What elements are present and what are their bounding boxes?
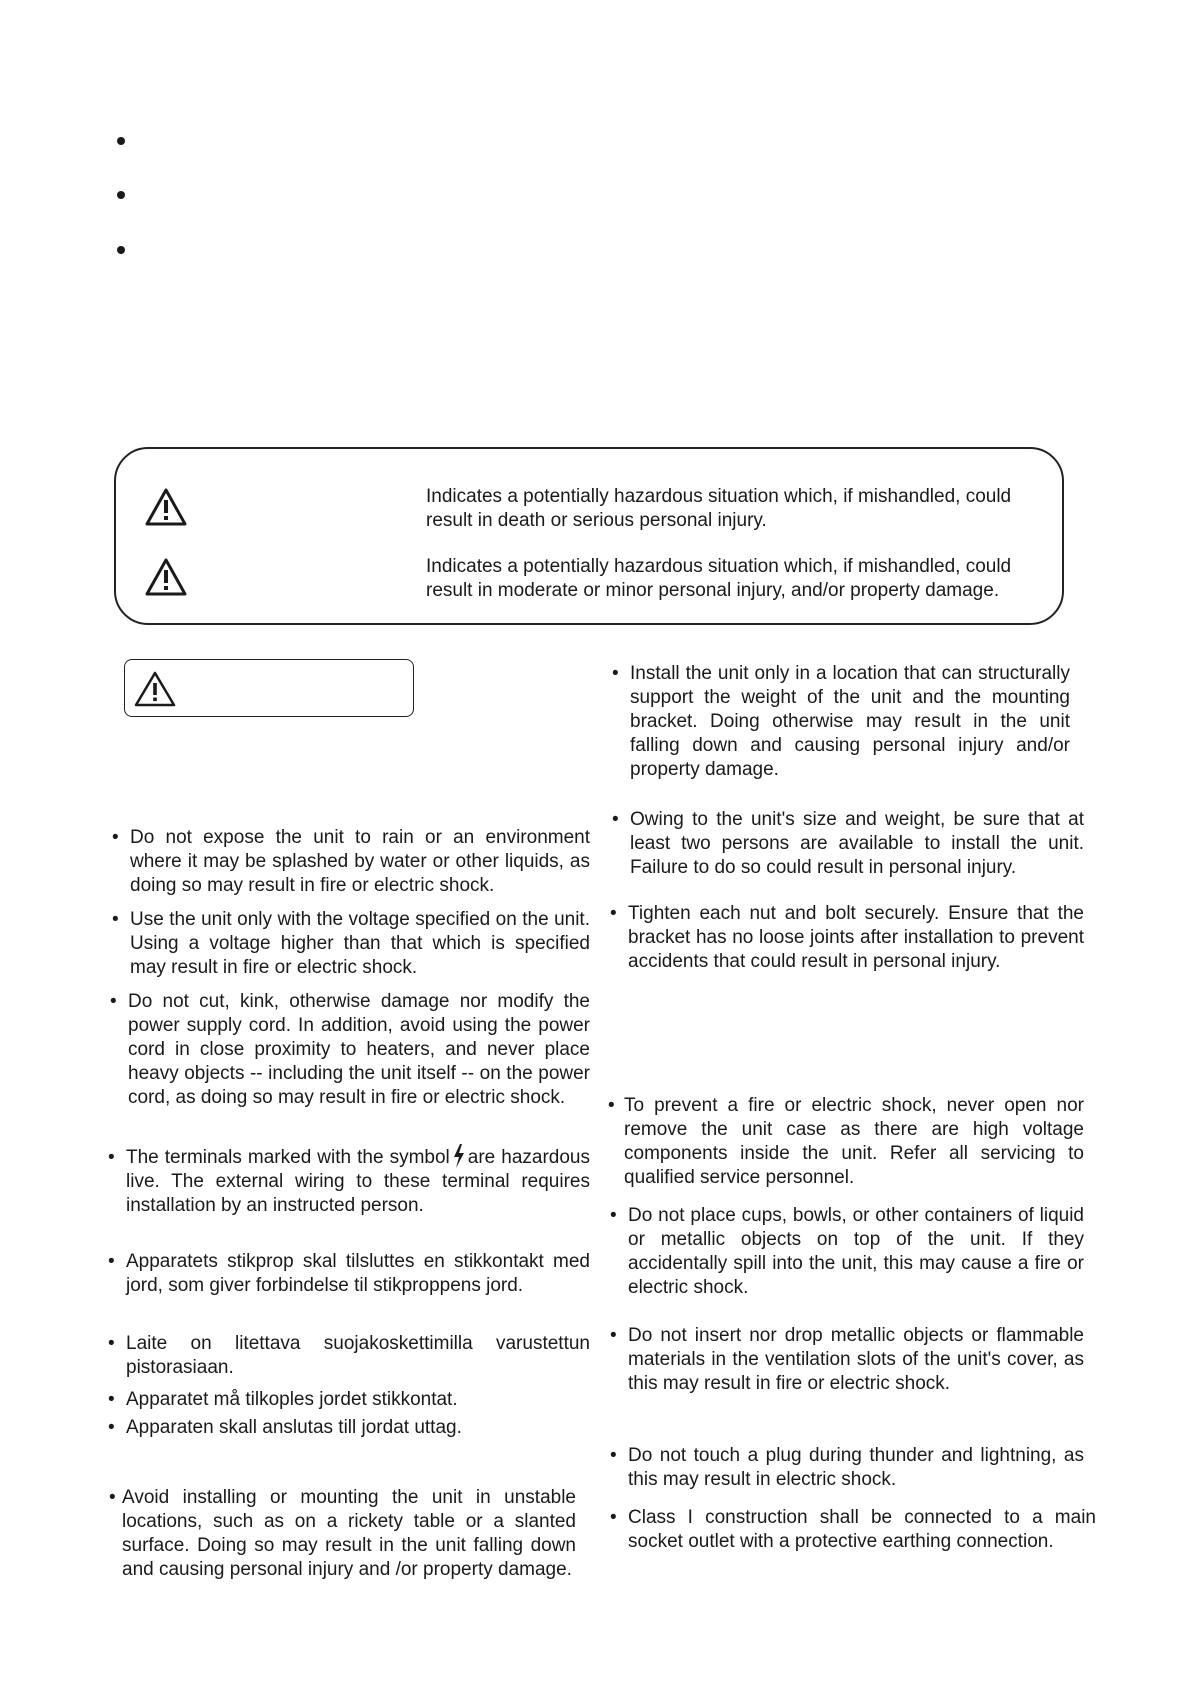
bullet-dot-icon: • — [610, 1325, 617, 1346]
top-bullet-1 — [117, 137, 125, 145]
bullet-dot-icon: • — [610, 903, 617, 924]
caution-description: Indicates a potentially hazardous situation which, if mishandled, could result in moderate or minor personal injury, and/or property damage. — [426, 556, 1012, 601]
top-bullet-3 — [117, 246, 125, 254]
right-item-structural-support: • Install the unit only in a location that can structurally support the weight of the unit and the mounting bracket. Doing otherwise may result in the unit falling down and causing personal injury and/or property damage. — [612, 663, 1070, 780]
bullet-dot-icon: • — [112, 827, 119, 848]
left-item-rain: • Do not expose the unit to rain or an environment where it may be splashed by water or other liquids, as doing so may result in fire or electric shock. — [112, 827, 590, 896]
bullet-dot-icon: • — [109, 1487, 116, 1508]
right-item-class-one: • Class I construction shall be connected to a main socket outlet with a protective earthing connection. — [610, 1507, 1096, 1552]
left-item-swedish: • Apparaten skall anslutas till jordat uttag. — [108, 1417, 462, 1438]
caution-triangle-icon — [144, 557, 188, 597]
left-item-power-cord: • Do not cut, kink, otherwise damage nor modify the power supply cord. In addition, avoid using the power cord in close proximity to heaters, and never place heavy objects -- including the unit itself -- on the power cord, as doing so may result in fire or electric shock. — [110, 991, 590, 1108]
caution-triangle-icon — [133, 670, 177, 708]
right-item-ventilation-slots: • Do not insert nor drop metallic objects or flammable materials in the ventilation slots of the unit's cover, as this may result in fire or electric shock. — [610, 1325, 1084, 1394]
left-item-finnish: • Laite on litettava suojakoskettimilla varustettun pistorasiaan. — [108, 1333, 590, 1378]
left-item-norwegian: • Apparatet må tilkoples jordet stikkontat. — [108, 1389, 458, 1410]
right-item-unit-case: • To prevent a fire or electric shock, never open nor remove the unit case as there are high voltage components inside the unit. Refer all servicing to qualified service personnel. — [608, 1095, 1084, 1188]
right-item-cups-bowls: • Do not place cups, bowls, or other containers of liquid or metallic objects on top of the unit. If they accidentally spill into the unit, this may cause a fire or electric shock. — [610, 1205, 1084, 1298]
terminal-text-before: The terminals marked with the symbol — [126, 1147, 450, 1168]
bullet-dot-icon: • — [612, 809, 619, 830]
left-item-voltage: • Use the unit only with the voltage specified on the unit. Using a voltage higher than that which is specified may result in fire or electric shock. — [112, 909, 590, 978]
left-item-unstable-locations: • Avoid installing or mounting the unit in unstable locations, such as on a rickety table or a slanted surface. Doing so may result in the unit falling down and causing personal injury and /or property damage. — [109, 1487, 576, 1580]
right-item-thunder: • Do not touch a plug during thunder and lightning, as this may result in electric shock. — [610, 1445, 1084, 1490]
bullet-dot-icon: • — [612, 663, 619, 684]
warning-description: Indicates a potentially hazardous situation which, if mishandled, could result in death or serious personal injury. — [426, 486, 1012, 531]
left-item-danish: • Apparatets stikprop skal tilsluttes en stikkontakt med jord, som giver forbindelse til stikproppens jord. — [108, 1251, 590, 1296]
bullet-dot-icon: • — [610, 1205, 617, 1226]
bullet-dot-icon: • — [610, 1507, 617, 1528]
right-item-nut-bolt: • Tighten each nut and bolt securely. Ensure that the bracket has no loose joints after installation to prevent accidents that could result in personal injury. — [610, 903, 1084, 972]
bullet-dot-icon: • — [112, 909, 119, 930]
top-bullet-2 — [117, 191, 125, 199]
bullet-dot-icon: • — [108, 1147, 115, 1168]
lightning-bolt-icon — [452, 1144, 466, 1168]
bullet-dot-icon: • — [108, 1389, 115, 1410]
warning-triangle-icon — [144, 487, 188, 527]
bullet-dot-icon: • — [108, 1251, 115, 1272]
caution-header-box — [124, 659, 414, 717]
hazard-legend-box — [114, 447, 1064, 625]
bullet-dot-icon: • — [108, 1417, 115, 1438]
left-item-terminals — [108, 1146, 590, 1218]
bullet-dot-icon: • — [110, 991, 117, 1012]
bullet-dot-icon: • — [108, 1333, 115, 1354]
right-item-two-persons: • Owing to the unit's size and weight, be sure that at least two persons are available to install the unit. Failure to do so could result in personal injury. — [612, 809, 1084, 878]
terminal-text-after: are hazardous live. The external wiring to these terminal requires installation by an instructed person. — [126, 1147, 590, 1216]
bullet-dot-icon: • — [608, 1095, 615, 1116]
bullet-dot-icon: • — [610, 1445, 617, 1466]
